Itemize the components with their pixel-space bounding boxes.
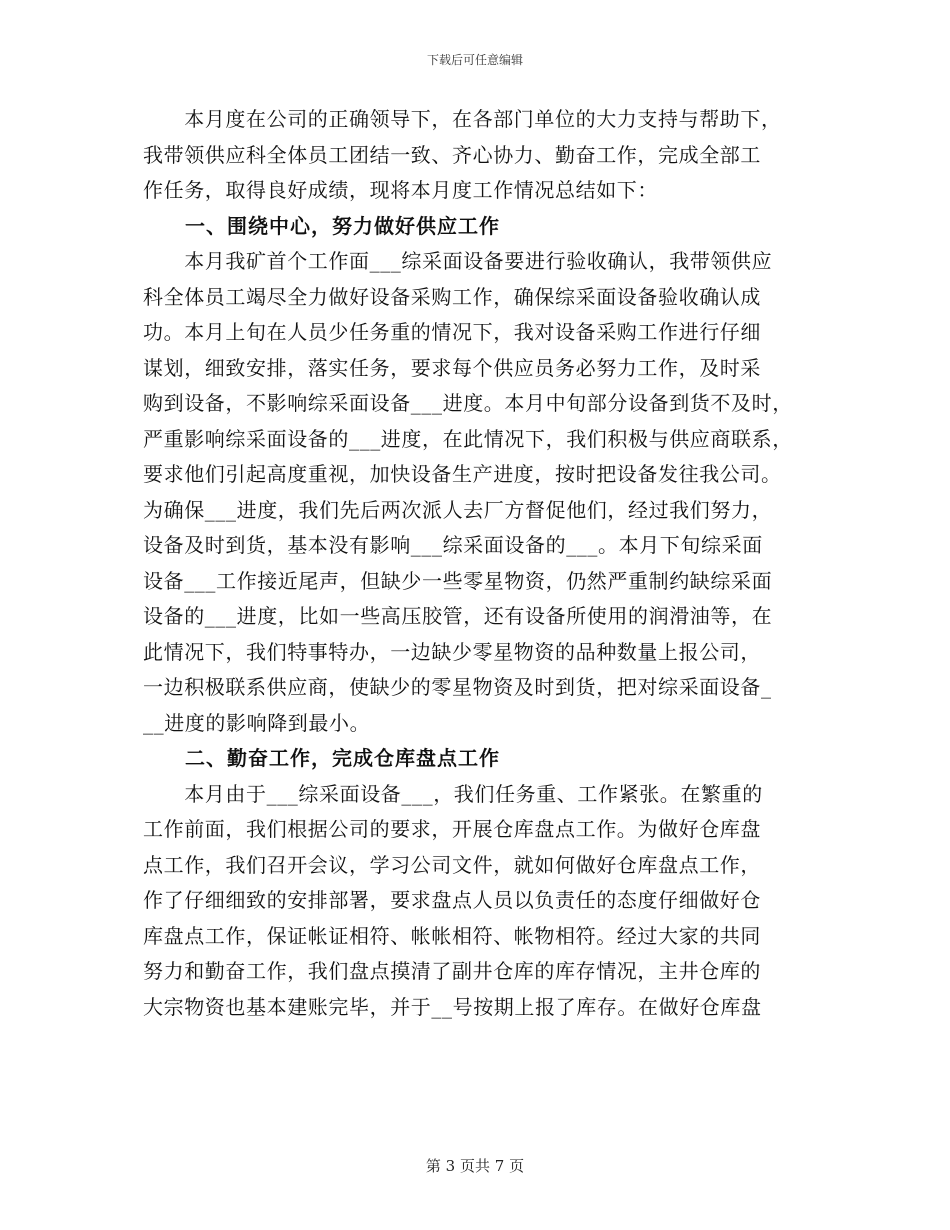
section-heading: 二、勤奋工作，完成仓库盘点工作 [143, 746, 500, 770]
body-text-line: 要求他们引起高度重视，加快设备生产进度，按时把设备发往我公司。 [143, 462, 782, 486]
body-text-line: 设备的___进度，比如一些高压胶管，还有设备所使用的润滑油等，在 [143, 604, 773, 628]
body-text-line: 本月我矿首个工作面___综采面设备要进行验收确认，我带领供应 [143, 249, 773, 273]
page-header: 下载后可任意编辑 [426, 53, 523, 67]
body-text-line: 点工作，我们召开会议，学习公司文件，就如何做好仓库盘点工作， [143, 852, 761, 877]
body-text-line: 努力和勤奋工作，我们盘点摸清了副井仓库的库存情况，主井仓库的 [143, 959, 761, 983]
body-text-line: 功。本月上旬在人员少任务重的情况下，我对设备采购工作进行仔细 [143, 320, 761, 344]
body-text-line: 为确保___进度，我们先后两次派人去厂方督促他们，经过我们努力， [143, 497, 773, 522]
body-text-line: 工作前面，我们根据公司的要求，开展仓库盘点工作。为做好仓库盘 [143, 817, 761, 841]
body-text-line: 作了仔细细致的安排部署，要求盘点人员以负责任的态度仔细做好仓 [143, 888, 761, 912]
body-text-line: 本月度在公司的正确领导下，在各部门单位的大力支持与帮助下， [143, 107, 782, 131]
body-text-line: 设备___工作接近尾声，但缺少一些零星物资，仍然严重制约缺综采面 [143, 568, 773, 593]
body-text-line: 科全体员工竭尽全力做好设备采购工作，确保综采面设备验收确认成 [143, 284, 761, 309]
body-text-line: 谋划，细致安排，落实任务，要求每个供应员务必努力工作，及时采 [143, 355, 761, 380]
body-text-line: 购到设备，不影响综采面设备___进度。本月中旬部分设备到货不及时， [143, 391, 793, 415]
body-text-line: 作任务，取得良好成绩，现将本月度工作情况总结如下： [143, 178, 658, 202]
body-text-line: 大宗物资也基本建账完毕，并于__号按期上报了库存。在做好仓库盘 [143, 994, 762, 1019]
body-text-line: 我带领供应科全体员工团结一致、齐心协力、勤奋工作，完成全部工 [143, 142, 761, 167]
body-text-line: __进度的影响降到最小。 [143, 710, 371, 735]
body-text-line: 严重影响综采面设备的___进度，在此情况下，我们积极与供应商联系， [143, 426, 793, 451]
section-heading: 一、围绕中心，努力做好供应工作 [143, 213, 500, 238]
body-text-line: 设备及时到货，基本没有影响___综采面设备的___。本月下旬综采面 [143, 533, 763, 557]
body-text-line: 此情况下，我们特事特办，一边缺少零星物资的品种数量上报公司， [143, 639, 761, 664]
document-body [143, 102, 813, 1025]
body-text-line: 一边积极联系供应商，使缺少的零星物资及时到货，把对综采面设备_ [143, 675, 772, 699]
body-text-line: 本月由于___综采面设备___，我们任务重、工作紧张。在繁重的 [143, 781, 763, 806]
body-text-line: 库盘点工作，保证帐证相符、帐帐相符、帐物相符。经过大家的共同 [143, 923, 761, 948]
page-number-footer: 第 3 页共 7 页 [425, 1157, 525, 1175]
